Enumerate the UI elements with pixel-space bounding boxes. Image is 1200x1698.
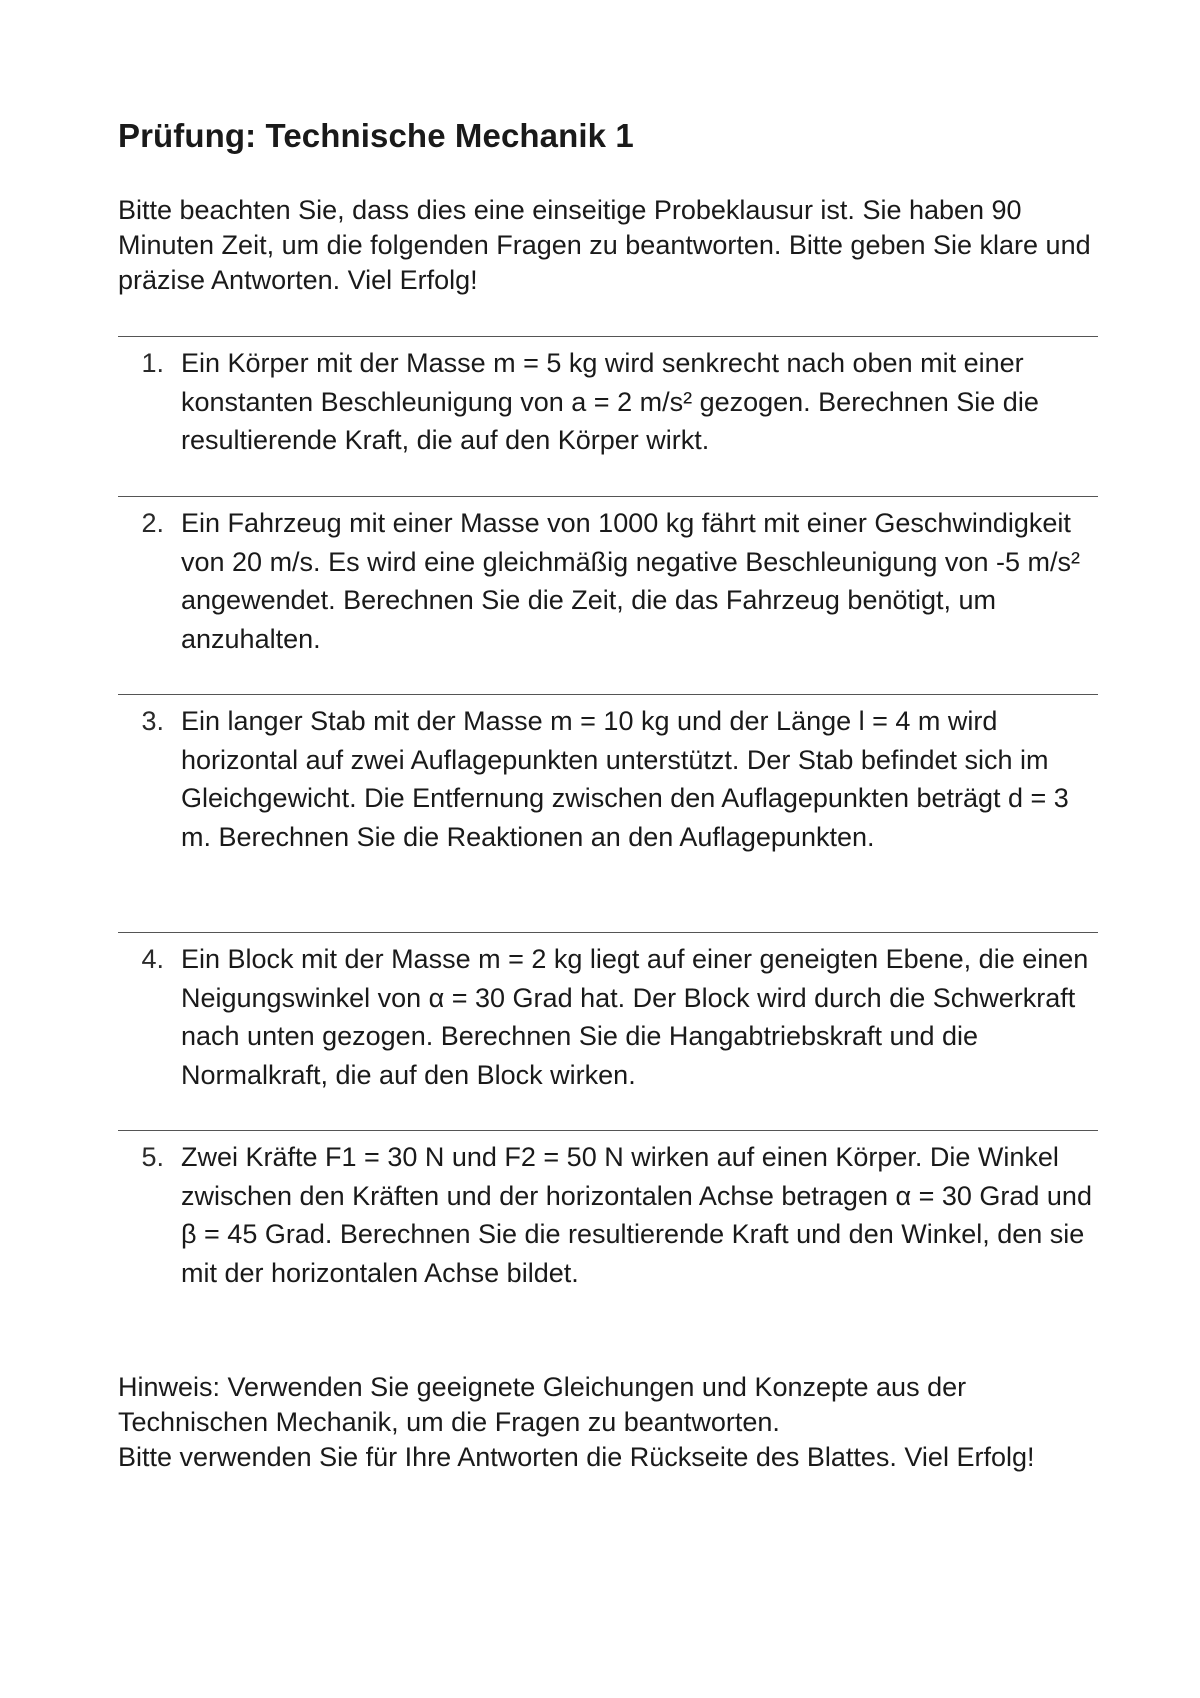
question-number: 1. bbox=[141, 348, 164, 378]
question-text: Ein Körper mit der Masse m = 5 kg wird senkrecht nach oben mit einer konstanten Beschleunigung von a = 2 m/s² gezogen. Berechnen Sie die resultierende Kraft, die auf den Körper wirkt. bbox=[181, 348, 1039, 455]
hint-paragraph bbox=[118, 1370, 1098, 1475]
question-text: Ein Fahrzeug mit einer Masse von 1000 kg fährt mit einer Geschwindigkeit von 20 m/s. Es wird eine gleichmäßig negative Beschleunigung von -5 m/s² angewendet. Berechnen Sie die Zeit, die das Fahrzeug benötigt, um anzuhalten. bbox=[181, 508, 1080, 654]
page-title: Prüfung: Technische Mechanik 1 bbox=[118, 117, 634, 154]
question-item bbox=[118, 496, 1098, 694]
question-item bbox=[118, 1130, 1098, 1328]
question-item bbox=[118, 694, 1098, 932]
question-item bbox=[118, 336, 1098, 496]
question-number: 3. bbox=[141, 706, 164, 736]
hint-line: Hinweis: Verwenden Sie geeignete Gleichungen und Konzepte aus der Technischen Mechanik, um die Fragen zu beantworten. bbox=[118, 1372, 967, 1437]
question-list bbox=[118, 336, 1098, 1328]
intro-paragraph: Bitte beachten Sie, dass dies eine einseitige Probeklausur ist. Sie haben 90 Minuten Zeit, um die folgenden Fragen zu beantworten. Bitte geben Sie klare und präzise Antworten. Viel Erfolg! bbox=[118, 195, 1091, 295]
question-number: 5. bbox=[141, 1142, 164, 1172]
question-text: Ein langer Stab mit der Masse m = 10 kg und der Länge l = 4 m wird horizontal auf zwei Auflagepunkten unterstützt. Der Stab befindet sich im Gleichgewicht. Die Entfernung zwischen den Auflagepunkten beträgt d = 3 m. Berechnen Sie die Reaktionen an den Auflagepunkten. bbox=[181, 706, 1069, 852]
question-number: 2. bbox=[141, 508, 164, 538]
question-number: 4. bbox=[141, 944, 164, 974]
question-text: Ein Block mit der Masse m = 2 kg liegt auf einer geneigten Ebene, die einen Neigungswinkel von α = 30 Grad hat. Der Block wird durch die Schwerkraft nach unten gezogen. Berechnen Sie die Hangabtriebskraft und die Normalkraft, die auf den Block wirken. bbox=[181, 944, 1089, 1090]
hint-line: Bitte verwenden Sie für Ihre Antworten die Rückseite des Blattes. Viel Erfolg! bbox=[118, 1442, 1035, 1472]
question-text: Zwei Kräfte F1 = 30 N und F2 = 50 N wirken auf einen Körper. Die Winkel zwischen den Kräften und der horizontalen Achse betragen α = 30 Grad und β = 45 Grad. Berechnen Sie die resultierende Kraft und den Winkel, den sie mit der horizontalen Achse bildet. bbox=[181, 1142, 1092, 1288]
question-item bbox=[118, 932, 1098, 1130]
